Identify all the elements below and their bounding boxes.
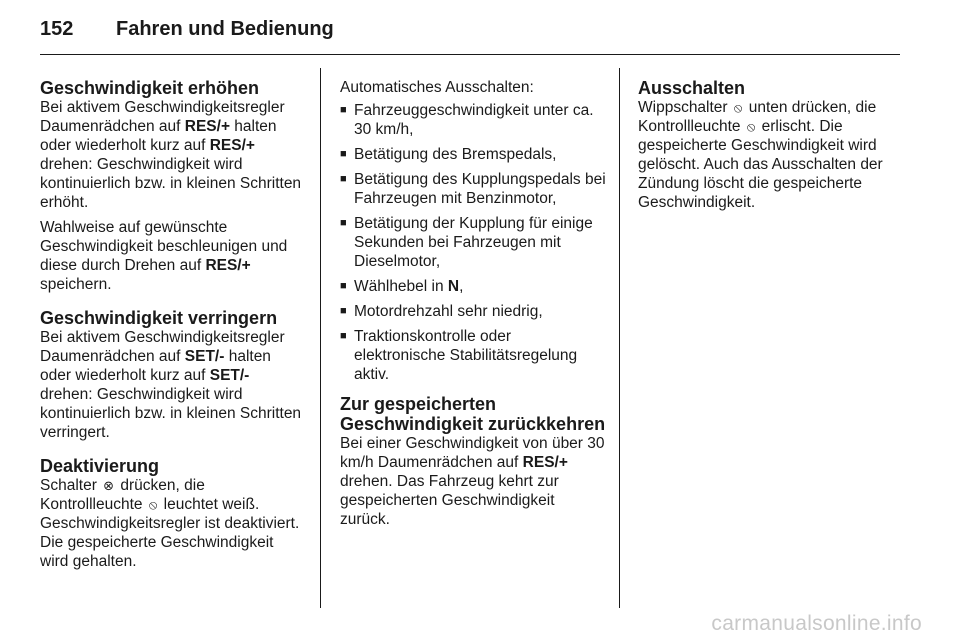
paragraph: Wippschalter ⦸ unten drücken, die Kontrollleuchte ⦸ erlischt. Die gespeicherte Geschwindigkeit wird gelöscht. Auch das Ausschalten der Zündung löscht die gespeicherte Geschwindigkeit.: [638, 99, 883, 211]
list-item: ■ Betätigung des Kupplungspedals bei Fahrzeugen mit Benzinmotor,: [340, 170, 606, 208]
section-decrease-speed: [40, 308, 304, 442]
section-heading: Geschwindigkeit erhöhen: [40, 78, 260, 98]
column-3: [638, 78, 904, 226]
column-divider: [619, 68, 620, 608]
section-heading: Geschwindigkeit verringern: [40, 308, 278, 328]
list-item: ■ Fahrzeuggeschwindigkeit unter ca. 30 km/h,: [340, 101, 606, 139]
column-1: [40, 78, 304, 585]
column-2: [340, 78, 606, 543]
column-divider: [320, 68, 321, 608]
intro-text: Automatisches Ausschalten:: [340, 79, 534, 96]
list-item: ■ Motordrehzahl sehr niedrig,: [340, 302, 606, 321]
auto-off-list: [340, 101, 606, 384]
cruise-control-icon: ⦸: [746, 119, 756, 134]
section-heading: Ausschalten: [638, 78, 746, 98]
paragraph: Wahlweise auf gewünschte Geschwindigkeit beschleunigen und diese durch Drehen auf RES/+ speichern.: [40, 219, 288, 293]
page-header: [40, 18, 900, 55]
section-heading: Deaktivierung: [40, 456, 160, 476]
section-heading: Zur gespeicherten Geschwindigkeit zurückkehren: [340, 394, 606, 434]
list-item: ■ Betätigung des Bremspedals,: [340, 145, 606, 164]
section-increase-speed: [40, 78, 304, 294]
watermark: carmanualsonline.info: [711, 612, 922, 635]
section-deactivation: [40, 456, 304, 571]
list-item: ■ Traktionskontrolle oder elektronische Stabilitätsregelung aktiv.: [340, 327, 606, 384]
cruise-control-icon: ⦸: [148, 497, 158, 512]
paragraph: Bei aktivem Geschwindigkeitsregler Daumenrädchen auf SET/- halten oder wiederholt kurz auf SET/- drehen: Geschwindigkeit wird kontinuierlich bzw. in kleinen Schritten verringert.: [40, 329, 302, 441]
list-item: ■ Betätigung der Kupplung für einige Sekunden bei Fahrzeugen mit Dieselmotor,: [340, 214, 606, 271]
section-switch-off: [638, 78, 904, 212]
cruise-control-icon: ⦸: [733, 100, 743, 115]
paragraph: Schalter ⊗ drücken, die Kontrollleuchte ⦸ leuchtet weiß. Geschwindigkeitsregler ist deaktiviert. Die gespeicherte Geschwindigkeit wird gehalten.: [40, 477, 300, 570]
page-title: Fahren und Bedienung: [116, 18, 334, 40]
paragraph: Bei einer Geschwindigkeit von über 30 km/h Daumenrädchen auf RES/+ drehen. Das Fahrzeug kehrt zur gespeicherten Geschwindigkeit zurück.: [340, 435, 605, 528]
paragraph: Bei aktivem Geschwindigkeitsregler Daumenrädchen auf RES/+ halten oder wiederholt kurz auf RES/+ drehen: Geschwindigkeit wird kontinuierlich bzw. in kleinen Schritten erhöht.: [40, 99, 302, 211]
page-number: 152: [40, 18, 74, 40]
list-item: ■ Wählhebel in N,: [340, 277, 606, 296]
section-resume-speed: [340, 394, 606, 529]
cancel-switch-icon: ⊗: [103, 478, 115, 493]
